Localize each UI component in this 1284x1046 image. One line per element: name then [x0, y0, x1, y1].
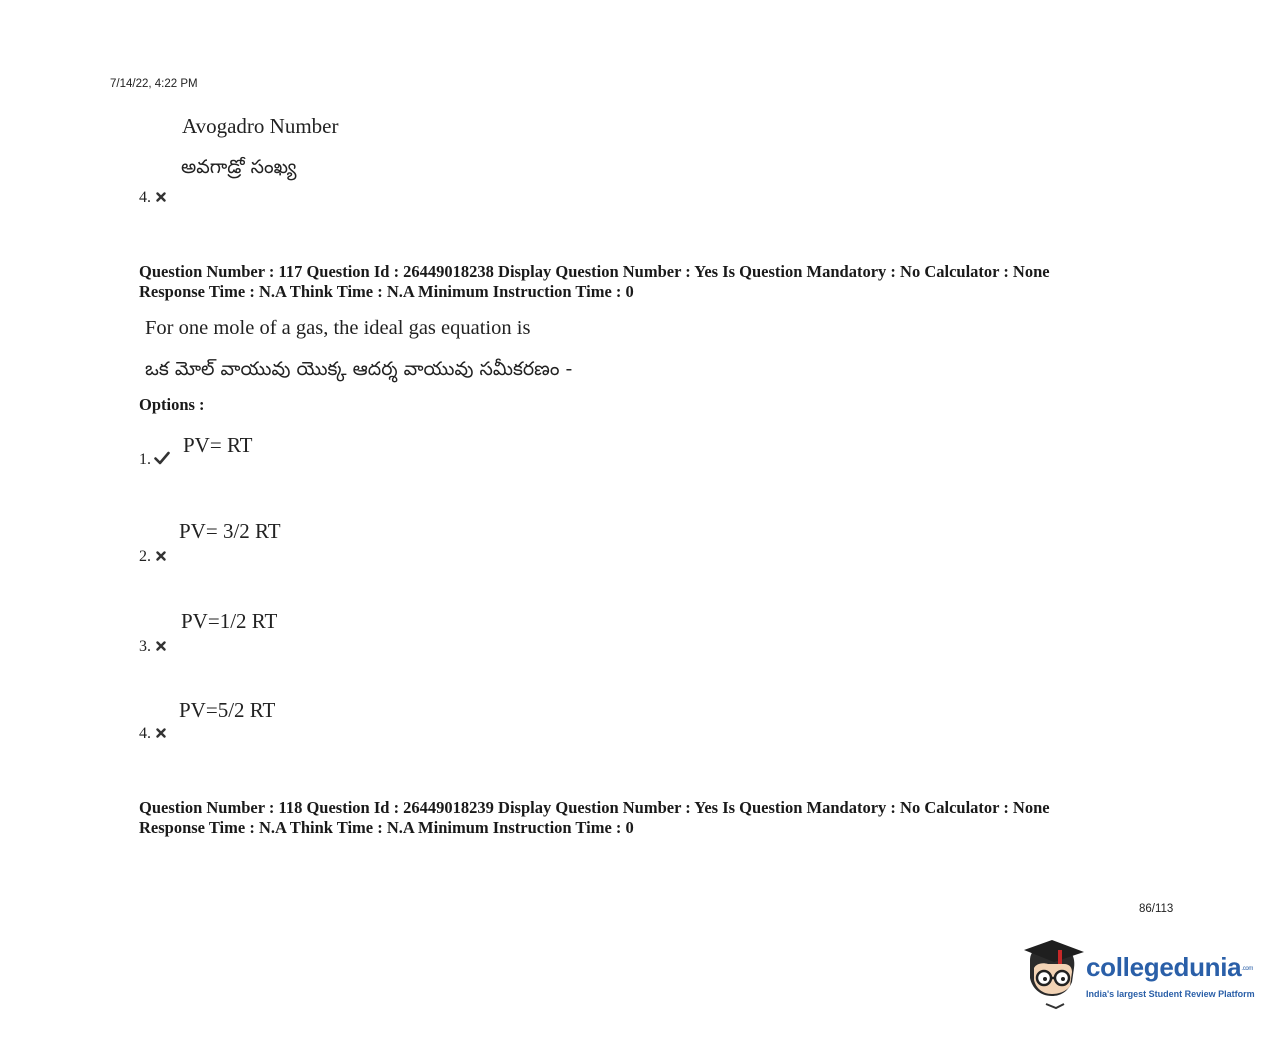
- question-text-telugu: ఒక మోల్ వాయువు యొక్క ఆదర్శ వాయువు సమీకరణం -: [145, 358, 573, 380]
- question-117-meta: [139, 262, 1050, 302]
- question-meta-line2: Response Time : N.A Think Time : N.A Minimum Instruction Time : 0: [139, 282, 634, 301]
- cross-icon: [156, 189, 166, 207]
- option-3-text: PV=1/2 RT: [181, 609, 278, 633]
- cross-icon: [156, 725, 166, 743]
- option-2-text: PV= 3/2 RT: [179, 519, 281, 543]
- brand-wordmark: collegedunia: [1086, 952, 1242, 982]
- question-meta-line1: Question Number : 117 Question Id : 26449018238 Display Question Number : Yes Is Question Mandatory : No Calculator : None: [139, 262, 1050, 281]
- option-number: 4.: [139, 189, 151, 206]
- check-icon: [154, 451, 170, 470]
- cross-icon: [156, 638, 166, 656]
- question-meta-line2: Response Time : N.A Think Time : N.A Minimum Instruction Time : 0: [139, 818, 634, 837]
- option-number: 1.: [139, 451, 151, 468]
- option-3-marker: [139, 638, 166, 656]
- option-number: 2.: [139, 548, 151, 565]
- options-label: Options :: [139, 395, 205, 414]
- option-1-marker: [139, 451, 170, 470]
- prev-option-telugu: అవగాడ్రో సంఖ్య: [181, 156, 297, 178]
- prev-option-english: Avogadro Number: [182, 114, 339, 138]
- option-4-marker: [139, 725, 166, 743]
- brand-tagline: India's largest Student Review Platform: [1086, 989, 1255, 999]
- option-1-text: PV= RT: [183, 433, 253, 457]
- option-2-marker: [139, 548, 166, 566]
- page-counter: 86/113: [1139, 903, 1174, 915]
- prev-option-marker: [139, 189, 166, 207]
- question-118-meta: [139, 798, 1050, 838]
- cross-icon: [156, 548, 166, 566]
- mascot-icon: [1024, 938, 1086, 1010]
- option-number: 4.: [139, 725, 151, 742]
- question-meta-line1: Question Number : 118 Question Id : 26449018239 Display Question Number : Yes Is Question Mandatory : No Calculator : None: [139, 798, 1050, 817]
- brand-suffix: .com: [1241, 966, 1254, 973]
- question-text-english: For one mole of a gas, the ideal gas equation is: [145, 317, 531, 339]
- brand-logo: [1024, 938, 1254, 1010]
- brand-name: [1086, 952, 1253, 983]
- print-timestamp: 7/14/22, 4:22 PM: [110, 78, 198, 90]
- option-4-text: PV=5/2 RT: [179, 698, 276, 722]
- option-number: 3.: [139, 638, 151, 655]
